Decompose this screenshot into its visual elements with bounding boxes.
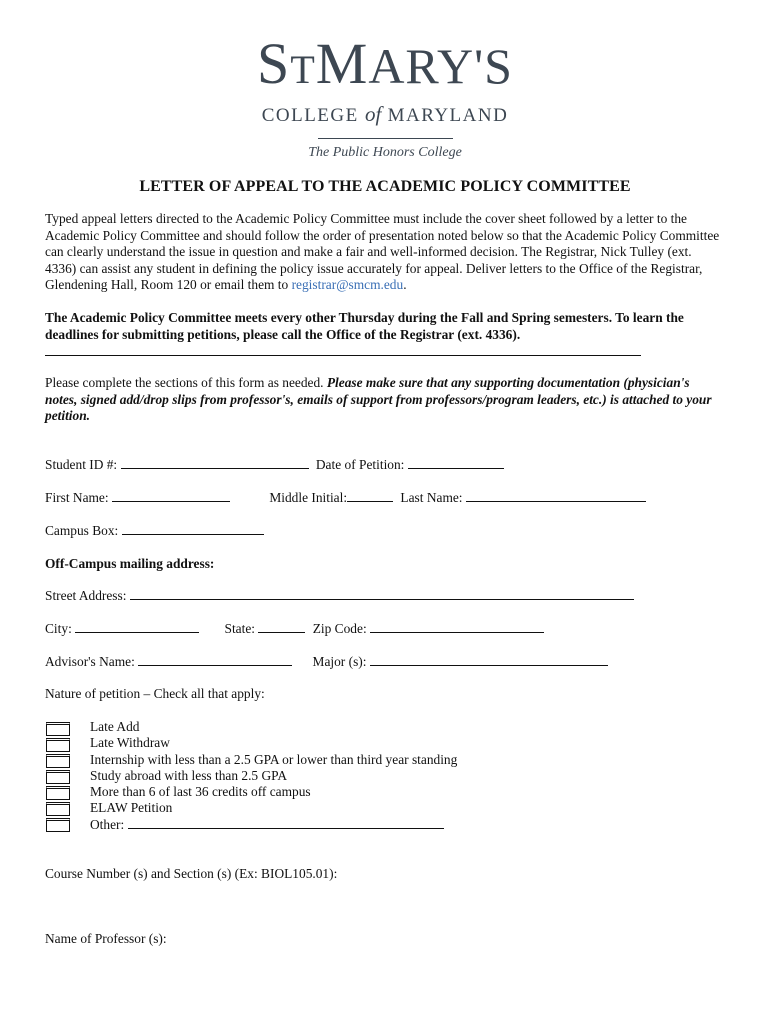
elaw-petition-checkbox[interactable] [46,802,70,816]
street-address-label: Street Address: [45,588,127,603]
option-study-abroad: Study abroad with less than 2.5 GPA [90,768,288,783]
city-input[interactable] [75,621,199,633]
late-add-checkbox[interactable] [46,722,70,736]
professor-name-label: Name of Professor (s): [45,931,167,946]
date-of-petition-label: Date of Petition: [315,457,405,472]
option-other [90,817,444,833]
intro-paragraph [45,211,725,294]
option-internship: Internship with less than a 2.5 GPA or lower than third year standing [90,752,458,767]
logo-wordmark [0,31,770,98]
name-field-row [45,490,646,506]
middle-initial-label: Middle Initial: [269,490,348,505]
date-of-petition-input[interactable] [408,457,504,469]
option-other-label: Other: [90,817,125,832]
student-id-input[interactable] [121,457,309,469]
first-name-input[interactable] [112,490,230,502]
last-name-label: Last Name: [400,490,463,505]
state-input[interactable] [258,621,305,633]
logo-subtitle [0,102,770,127]
instructions-emphasis: Please make sure that any supporting documentation (physician's notes, signed add/drop slips from professor's, emails of support from professors/program leaders, etc.) is attached to your petition. [45,375,712,424]
last-name-input[interactable] [466,490,646,502]
option-elaw-petition: ELAW Petition [90,800,173,815]
college-logo [0,31,770,161]
logo-college: COLLEGE [261,105,359,126]
internship-checkbox[interactable] [46,754,70,768]
option-late-withdraw: Late Withdraw [90,735,170,750]
study-abroad-checkbox[interactable] [46,770,70,784]
logo-letter: M [315,31,369,96]
advisor-name-label: Advisor's Name: [45,654,135,669]
city-label: City: [45,621,72,636]
logo-maryland: MARYLAND [387,105,509,126]
off-campus-heading: Off-Campus mailing address: [45,556,215,571]
student-id-label: Student ID #: [45,457,118,472]
instructions-paragraph [45,375,725,425]
section-divider [45,355,641,356]
option-late-add: Late Add [90,719,140,734]
notice-paragraph: The Academic Policy Committee meets every other Thursday during the Fall and Spring semesters. To learn the deadlines for submitting petitions, please call the Office of the Registrar (ext. 4336). [45,310,684,342]
major-label: Major (s): [312,654,367,669]
logo-letters: ARY'S [368,38,513,94]
other-input[interactable] [128,817,444,829]
page-title: LETTER OF APPEAL TO THE ACADEMIC POLICY COMMITTEE [139,178,631,195]
first-name-label: First Name: [45,490,109,505]
option-credits-off-campus: More than 6 of last 36 credits off campus [90,784,311,799]
logo-letter: T [290,47,316,92]
intro-end: . [403,277,407,293]
campus-box-input[interactable] [122,523,264,535]
advisor-name-input[interactable] [138,654,292,666]
logo-letter: S [257,31,291,96]
intro-text: Typed appeal letters directed to the Academic Policy Committee must include the cover sheet followed by a letter to the Academic Policy Committee and should follow the order of presentation noted below so that the Academic Policy Committee can clearly understand the issue in question and make a fair and well-informed decision. The Registrar, Nick Tulley (ext. 4336) can assist any student in defining the policy issue accurately for appeal. Deliver letters to the Office of the Registrar, Glendening Hall, Room 120 or email them to [45,211,720,293]
instructions-text: Please complete the sections of this form as needed. [45,375,327,390]
major-input[interactable] [370,654,608,666]
middle-initial-input[interactable] [347,490,393,502]
zip-code-input[interactable] [370,621,544,633]
registrar-email-link[interactable]: registrar@smcm.edu [291,277,404,293]
nature-of-petition-label: Nature of petition – Check all that apply: [45,686,265,701]
other-checkbox[interactable] [46,818,70,832]
credits-off-campus-checkbox[interactable] [46,786,70,800]
late-withdraw-checkbox[interactable] [46,738,70,752]
student-id-field [45,457,504,473]
course-number-label: Course Number (s) and Section (s) (Ex: BIOL105.01): [45,866,338,881]
state-label: State: [224,621,256,636]
logo-divider [318,138,453,139]
street-address-input[interactable] [130,588,634,600]
street-address-field [45,588,634,604]
advisor-major-row [45,654,608,670]
zip-code-label: Zip Code: [312,621,367,636]
campus-box-label: Campus Box: [45,523,119,538]
logo-of: of [364,102,382,126]
city-state-zip-row [45,621,544,637]
logo-tagline: The Public Honors College [308,145,462,160]
campus-box-field [45,523,264,539]
